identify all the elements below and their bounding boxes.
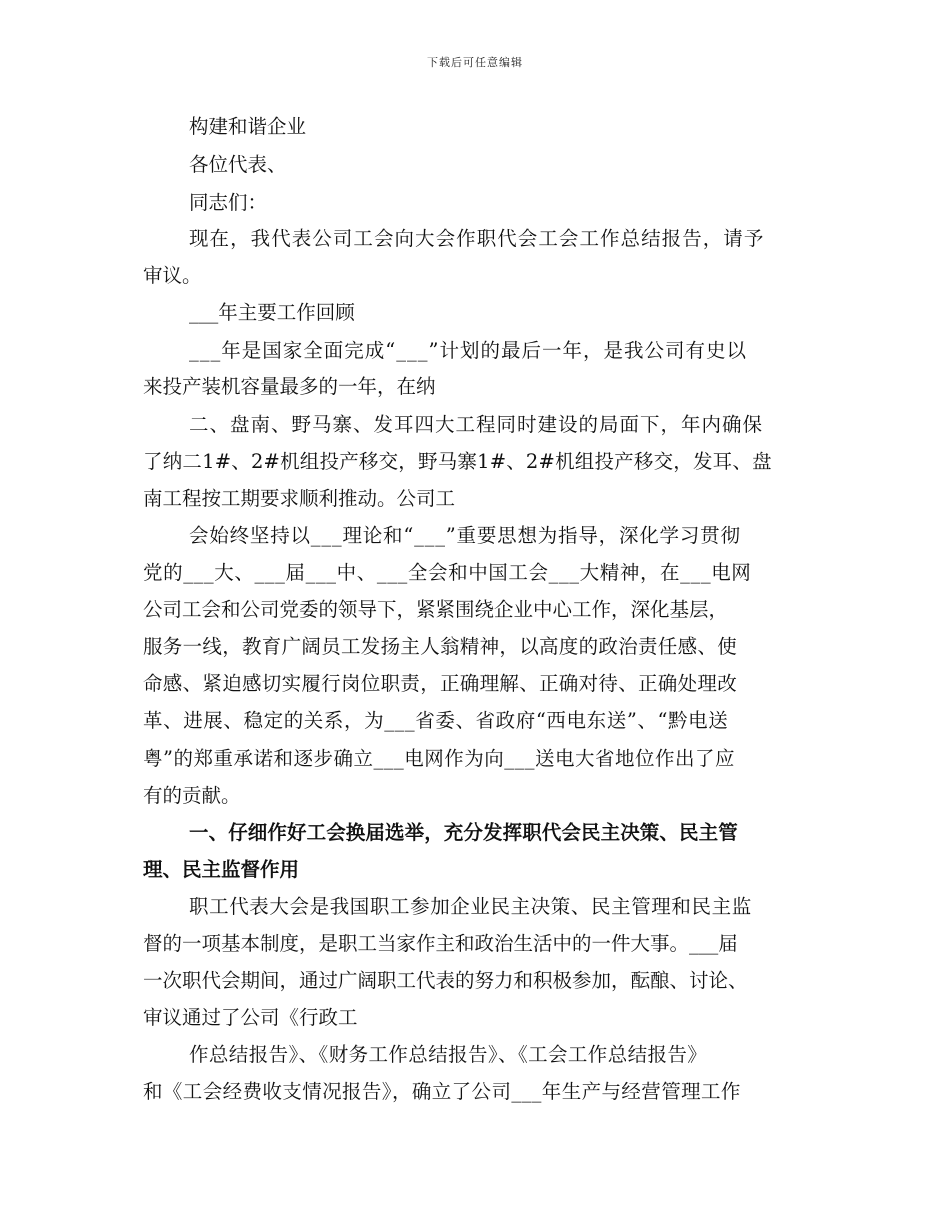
paragraph-line: 会始终坚持以___理论和“___”重要思想为指导，深化学习贯彻 [189, 524, 741, 547]
paragraph-line: 命感、紧迫感切实履行岗位职责，正确理解、正确对待、正确处理改 [143, 672, 738, 695]
paragraph-line: ___年是国家全面完成“___”计划的最后一年，是我公司有史以 [189, 339, 747, 362]
paragraph-line: 党的___大、___届___中、___全会和中国工会___大精神，在___电网 [143, 561, 752, 584]
bold-heading-line: 一、仔细作好工会换届选举，充分发挥职代会民主决策、民主管 [189, 821, 738, 844]
paragraph-line: 有的贡献。 [143, 784, 241, 807]
paragraph-line: 革、进展、稳定的关系，为___省委、省政府“西电东送”、“黔电送 [143, 709, 729, 732]
salutation-line: 各位代表、 [189, 153, 287, 176]
paragraph-line: 作总结报告》、《财务工作总结报告》、《工会工作总结报告》 [189, 1043, 708, 1066]
paragraph-line: 审议通过了公司《行政工 [143, 1006, 358, 1029]
paragraph-line: 来投产装机容量最多的一年，在纳 [143, 375, 436, 398]
paragraph-line: 服务一线，教育广阔员工发扬主人翁精神，以高度的政治责任感、使 [143, 635, 738, 658]
paragraph-line: 了纳二1#、2#机组投产移交，野马寨1#、2#机组投产移交，发耳、盘 [143, 450, 772, 473]
document-title: 构建和谐企业 [189, 115, 307, 138]
salutation-line: 同志们： [189, 191, 268, 214]
paragraph-line: 督的一项基本制度，是职工当家作主和政治生活中的一件大事。___届 [143, 932, 738, 955]
page-header: 下载后可任意编辑 [427, 56, 523, 69]
paragraph-line: 现在，我代表公司工会向大会作职代会工会工作总结报告，请予 [189, 227, 765, 250]
bold-heading-line: 理、民主监督作用 [143, 858, 300, 881]
paragraph-line: 审议。 [143, 264, 202, 287]
paragraph-line: 和《工会经费收支情况报告》，确立了公司___年生产与经营管理工作 [143, 1080, 741, 1103]
paragraph-line: 粤”的郑重承诺和逐步确立___电网作为向___送电大省地位作出了应 [143, 747, 735, 770]
paragraph-line: 一次职代会期间，通过广阔职工代表的努力和积极参加，酝酿、讨论、 [143, 969, 748, 992]
paragraph-line: 职工代表大会是我国职工参加企业民主决策、民主管理和民主监 [189, 895, 752, 918]
paragraph-line: 二、盘南、野马寨、发耳四大工程同时建设的局面下，年内确保 [189, 413, 764, 436]
section-heading: ___年主要工作回顾 [189, 301, 355, 324]
paragraph-line: 公司工会和公司党委的领导下，紧紧围绕企业中心工作，深化基层， [143, 598, 729, 621]
paragraph-line: 南工程按工期要求顺利推动。公司工 [143, 487, 456, 510]
